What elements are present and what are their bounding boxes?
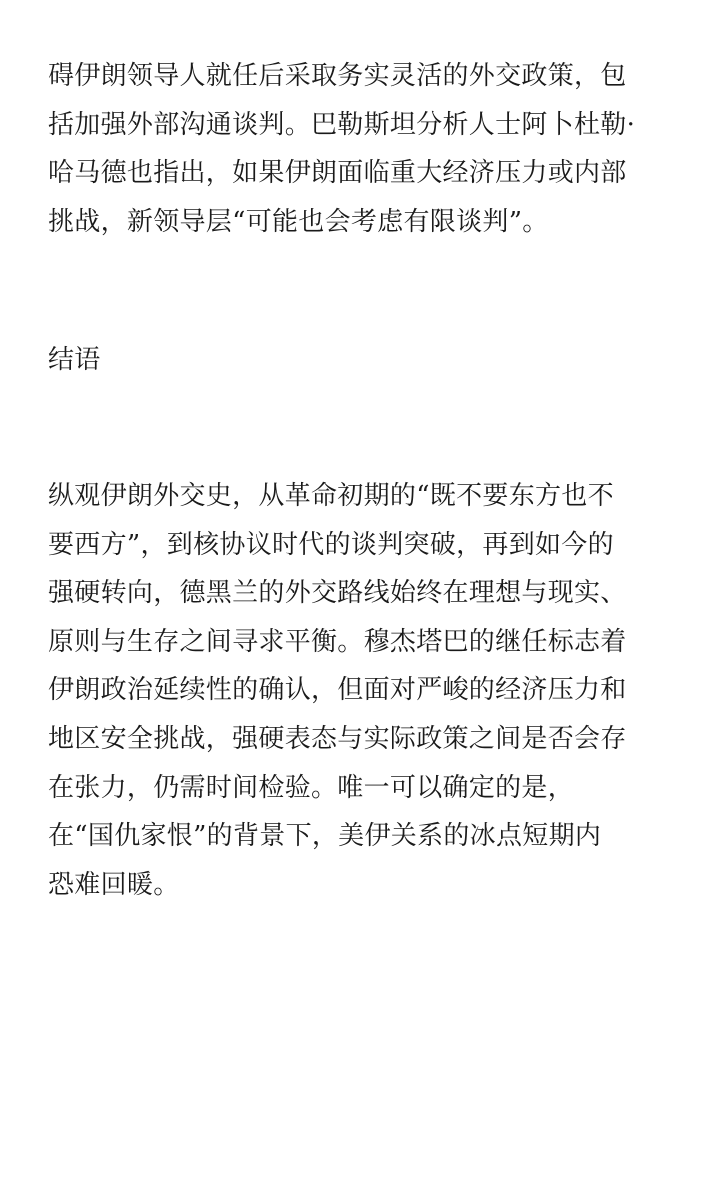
text-line: 碍伊朗领导人就任后采取务实灵活的外交政策，包 — [48, 61, 627, 91]
text-line: 哈马德也指出，如果伊朗面临重大经济压力或内部 — [48, 158, 627, 189]
text-line: 伊朗政治延续性的确认，但面对严峻的经济压力和 — [48, 675, 627, 706]
text-line: 强硬转向，德黑兰的外交路线始终在理想与现实、 — [48, 578, 627, 609]
text-line: 在“国仇家恨”的背景下，美伊关系的冰点短期内 — [48, 821, 602, 852]
text-line: 括加强外部沟通谈判。巴勒斯坦分析人士阿卜杜勒· — [48, 109, 636, 140]
text-line: 要西方”，到核协议时代的谈判突破，再到如今的 — [48, 529, 614, 560]
text-line: 挑战，新领导层“可能也会考虑有限谈判”。 — [48, 206, 549, 237]
text-line: 地区安全挑战，强硬表态与实际政策之间是否会存 — [48, 723, 627, 754]
text-line: 原则与生存之间寻求平衡。穆杰塔巴的继任标志着 — [48, 626, 627, 657]
article-body-top — [48, 52, 672, 246]
paragraph-intro — [48, 52, 672, 246]
article-body-conclusion — [48, 472, 672, 909]
paragraph-conclusion — [48, 472, 672, 909]
text-line: 恐难回暖。 — [48, 869, 180, 900]
text-line: 在张力，仍需时间检验。唯一可以确定的是， — [48, 772, 575, 803]
text-line: 纵观伊朗外交史，从革命初期的“既不要东方也不 — [48, 481, 614, 511]
section-heading: 结语 — [48, 345, 101, 375]
